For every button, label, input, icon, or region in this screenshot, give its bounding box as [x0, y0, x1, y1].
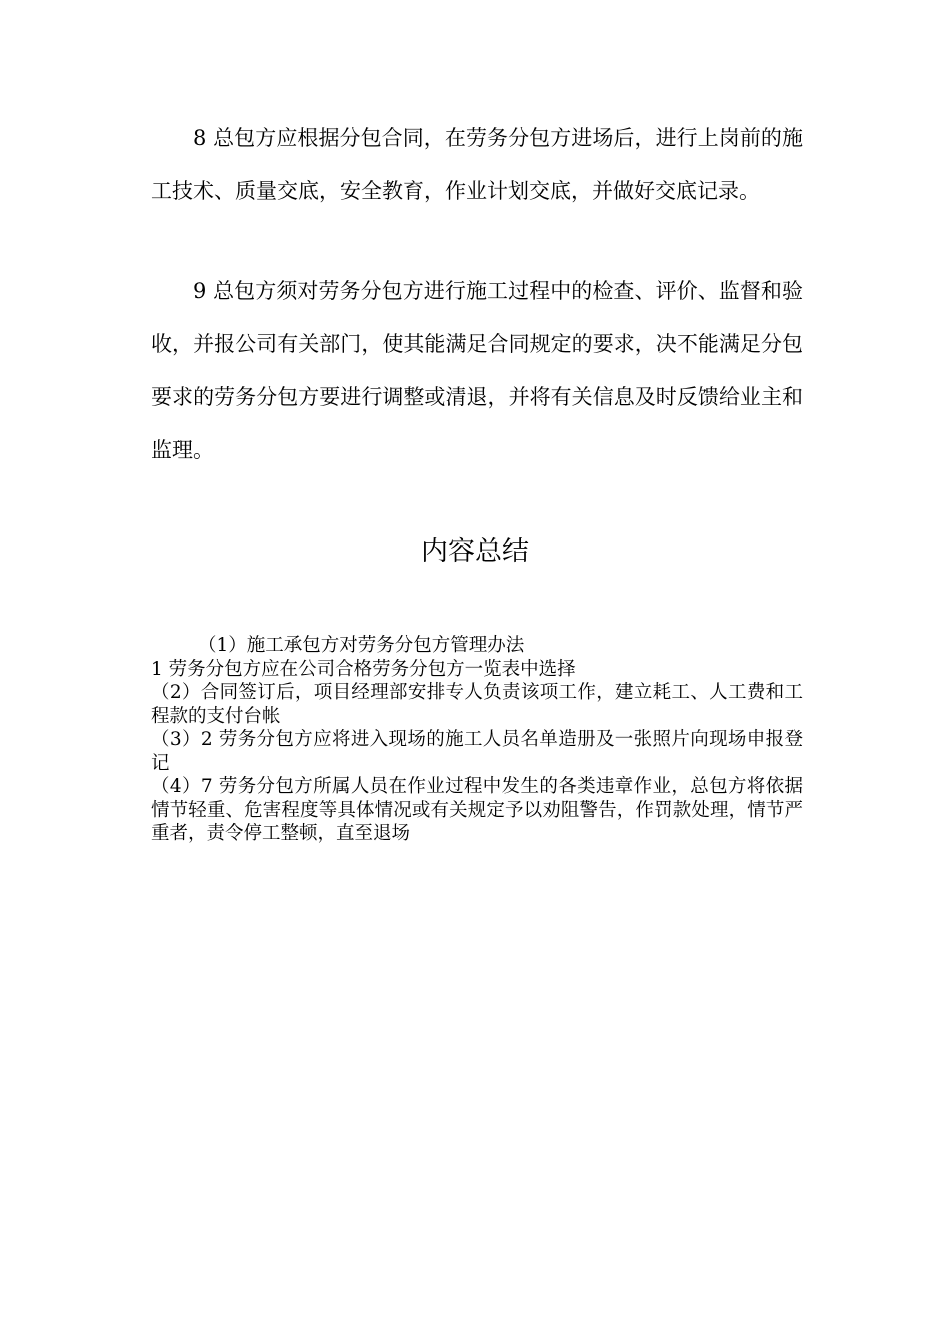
- paragraph-item-9: 9 总包方须对劳务分包方进行施工过程中的检查、评价、监督和验收，并报公司有关部门，使其能满足合同规定的要求，决不能满足分包要求的劳务分包方要进行调整或清退，并将有关信息及时反馈给业主和监理。: [151, 279, 803, 462]
- summary-line-1: （1）施工承包方对劳务分包方管理办法: [198, 635, 525, 656]
- summary-line-4: （3）2 劳务分包方应将进入现场的施工人员名单造册及一张照片向现场申报登记: [151, 729, 803, 774]
- summary-section: [151, 634, 803, 846]
- summary-line-2: 1 劳务分包方应在公司合格劳务分包方一览表中选择: [151, 658, 576, 680]
- summary-line-5: （4）7 劳务分包方所属人员在作业过程中发生的各类违章作业，总包方将依据情节轻重、危害程度等具体情况或有关规定予以劝阻警告，作罚款处理，情节严重者，责令停工整顿，直至退场: [151, 776, 803, 844]
- summary-title: 内容总结: [421, 536, 529, 567]
- summary-line-3: （2）合同签订后，项目经理部安排专人负责该项工作，建立耗工、人工费和工程款的支付台帐: [151, 682, 803, 727]
- paragraph-item-8: 8 总包方应根据分包合同，在劳务分包方进场后，进行上岗前的施工技术、质量交底，安全教育，作业计划交底，并做好交底记录。: [151, 126, 803, 203]
